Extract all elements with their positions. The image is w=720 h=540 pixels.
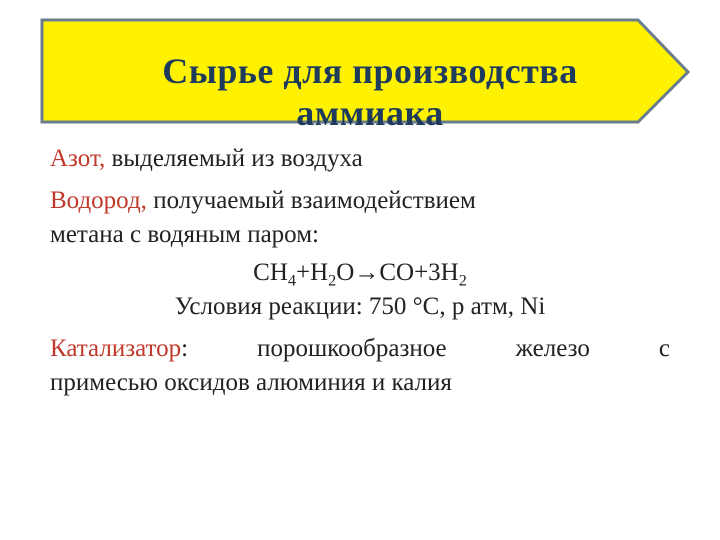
slide-title-line1: Сырье для производства — [162, 51, 578, 91]
formula-part3: O→CO+3H — [336, 259, 459, 286]
title-banner — [40, 18, 692, 133]
item-catalyst — [50, 332, 670, 366]
slide-title — [80, 42, 660, 142]
formula-sub3: 2 — [458, 271, 467, 290]
formula-sub2: 2 — [328, 271, 337, 290]
reaction-formula — [50, 256, 670, 290]
item-nitrogen — [50, 142, 670, 176]
slide-body — [50, 142, 670, 408]
reaction-conditions: Условия реакции: 750 °С, р атм, Ni — [174, 293, 546, 320]
formula-part2: +H — [296, 259, 329, 286]
term-nitrogen: Азот, — [50, 145, 106, 172]
hydrogen-description-line2: метана с водяным паром: — [50, 221, 319, 248]
nitrogen-description: выделяемый из воздуха — [105, 145, 363, 172]
item-hydrogen — [50, 184, 670, 252]
term-hydrogen: Водород, — [50, 187, 147, 214]
slide-title-line2: аммиака — [296, 93, 444, 133]
formula-part1: CH — [253, 259, 288, 286]
catalyst-description-line2: примесью оксидов алюминия и калия — [50, 369, 452, 396]
hydrogen-description: получаемый взаимодействием — [146, 187, 476, 214]
catalyst-description-line1: : порошкообразное железо с — [181, 335, 670, 362]
term-catalyst: Катализатор — [50, 335, 182, 362]
formula-sub1: 4 — [287, 271, 296, 290]
